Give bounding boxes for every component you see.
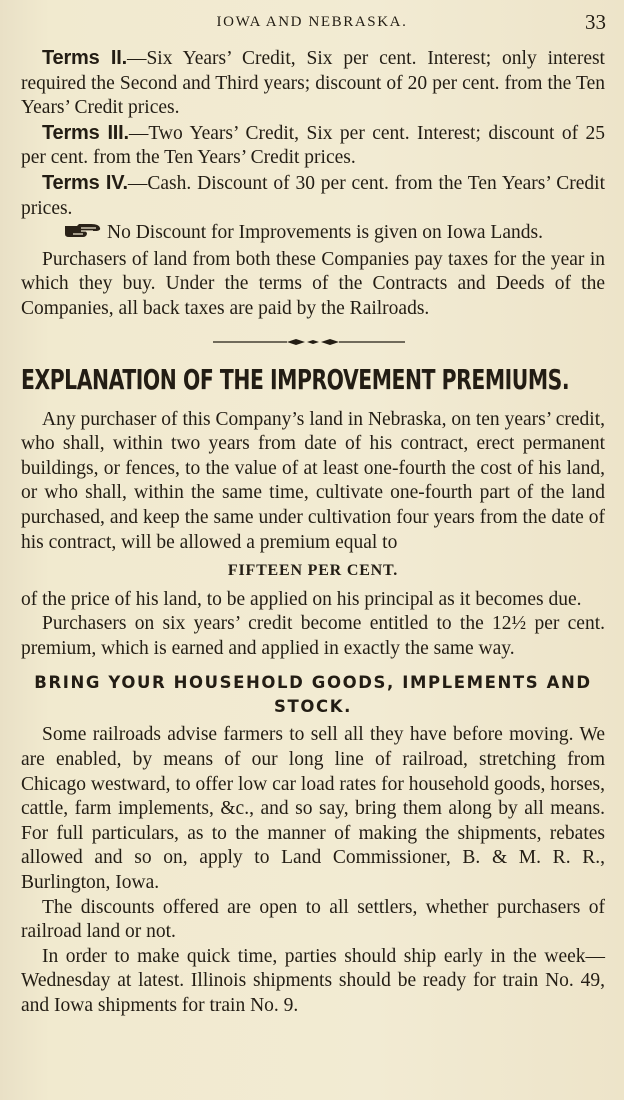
terms-iv-text: —Cash. Discount of 30 per cent. from the Ten Years’ Credit prices. (21, 172, 605, 219)
terms-ii-label: Terms II. (42, 47, 127, 69)
running-title: IOWA AND NEBRASKA. (216, 14, 408, 30)
ornamental-divider (21, 328, 605, 354)
premium-paragraph-1: Any purchaser of this Company’s land in Nebraska, on ten years’ credit, who shall, within two years from date of his contract, erect permanent buildings, or fences, to the value of at least one-fourth the cost of his land, or who shall, within the same time, cultivate one-fourth part of the land purchased, and keep the same under cultivation four years from the date of his contract, will be allowed a premium equal to (21, 408, 605, 553)
terms-iv (21, 171, 605, 221)
premium-amount: FIFTEEN PER CENT. (227, 562, 399, 580)
notice (21, 221, 605, 248)
page-number: 33 (585, 10, 606, 34)
taxes-paragraph: Purchasers of land from both these Companies pay taxes for the year in which they buy. Under the terms of the Contracts and Deeds of the Companies, all back taxes are paid by the Railroads. (21, 248, 605, 319)
premium-paragraph-2: of the price of his land, to be applied on his principal as it becomes due. (21, 588, 582, 610)
page-header (0, 10, 624, 38)
terms-ii-text: —Six Years’ Credit, Six per cent. Interest; only interest required the Second and Third years; discount of 20 per cent. from the Ten Years’ Credit prices. (21, 48, 605, 119)
terms-iii-label: Terms III. (42, 121, 129, 144)
household-paragraph-3: In order to make quick time, parties should ship early in the week—Wednesday at latest. Illinois shipments should be ready for train No. 49, and Iowa shipments for train No. 9. (21, 945, 605, 1016)
page-body (21, 46, 605, 1019)
household-paragraph-1: Some railroads advise farmers to sell all they have before moving. We are enabled, by means of our long line of railroad, stretching from Chicago westward, to offer low car load rates for household goods, horses, cattle, farm implements, &c., and so say, bring them along by all means. For full particulars, as to the manner of making the shipments, rebates allowed and so on, apply to Land Commissioner, B. & M. R. R., Burlington, Iowa. (21, 724, 605, 894)
notice-text: No Discount for Improvements is given on Iowa Lands. (107, 222, 543, 244)
terms-ii (21, 46, 605, 121)
terms-iii-text: —Two Years’ Credit, Six per cent. Interest; discount of 25 per cent. from the Ten Years’ Credit prices. (21, 122, 605, 169)
household-paragraph-2: The discounts offered are open to all settlers, whether purchasers of railroad land or not. (21, 896, 605, 943)
terms-iv-label: Terms IV. (42, 171, 128, 194)
premium-paragraph-3: Purchasers on six years’ credit become entitled to the 12½ per cent. premium, which is earned and applied in exactly the same way. (21, 613, 605, 659)
household-heading: BRING YOUR HOUSEHOLD GOODS, IMPLEMENTS AND STOCK. (34, 673, 592, 717)
pointing-hand-icon (42, 222, 103, 248)
section-title: EXPLANATION OF THE IMPROVEMENT PREMIUMS. (21, 363, 570, 396)
terms-iii (21, 121, 605, 171)
